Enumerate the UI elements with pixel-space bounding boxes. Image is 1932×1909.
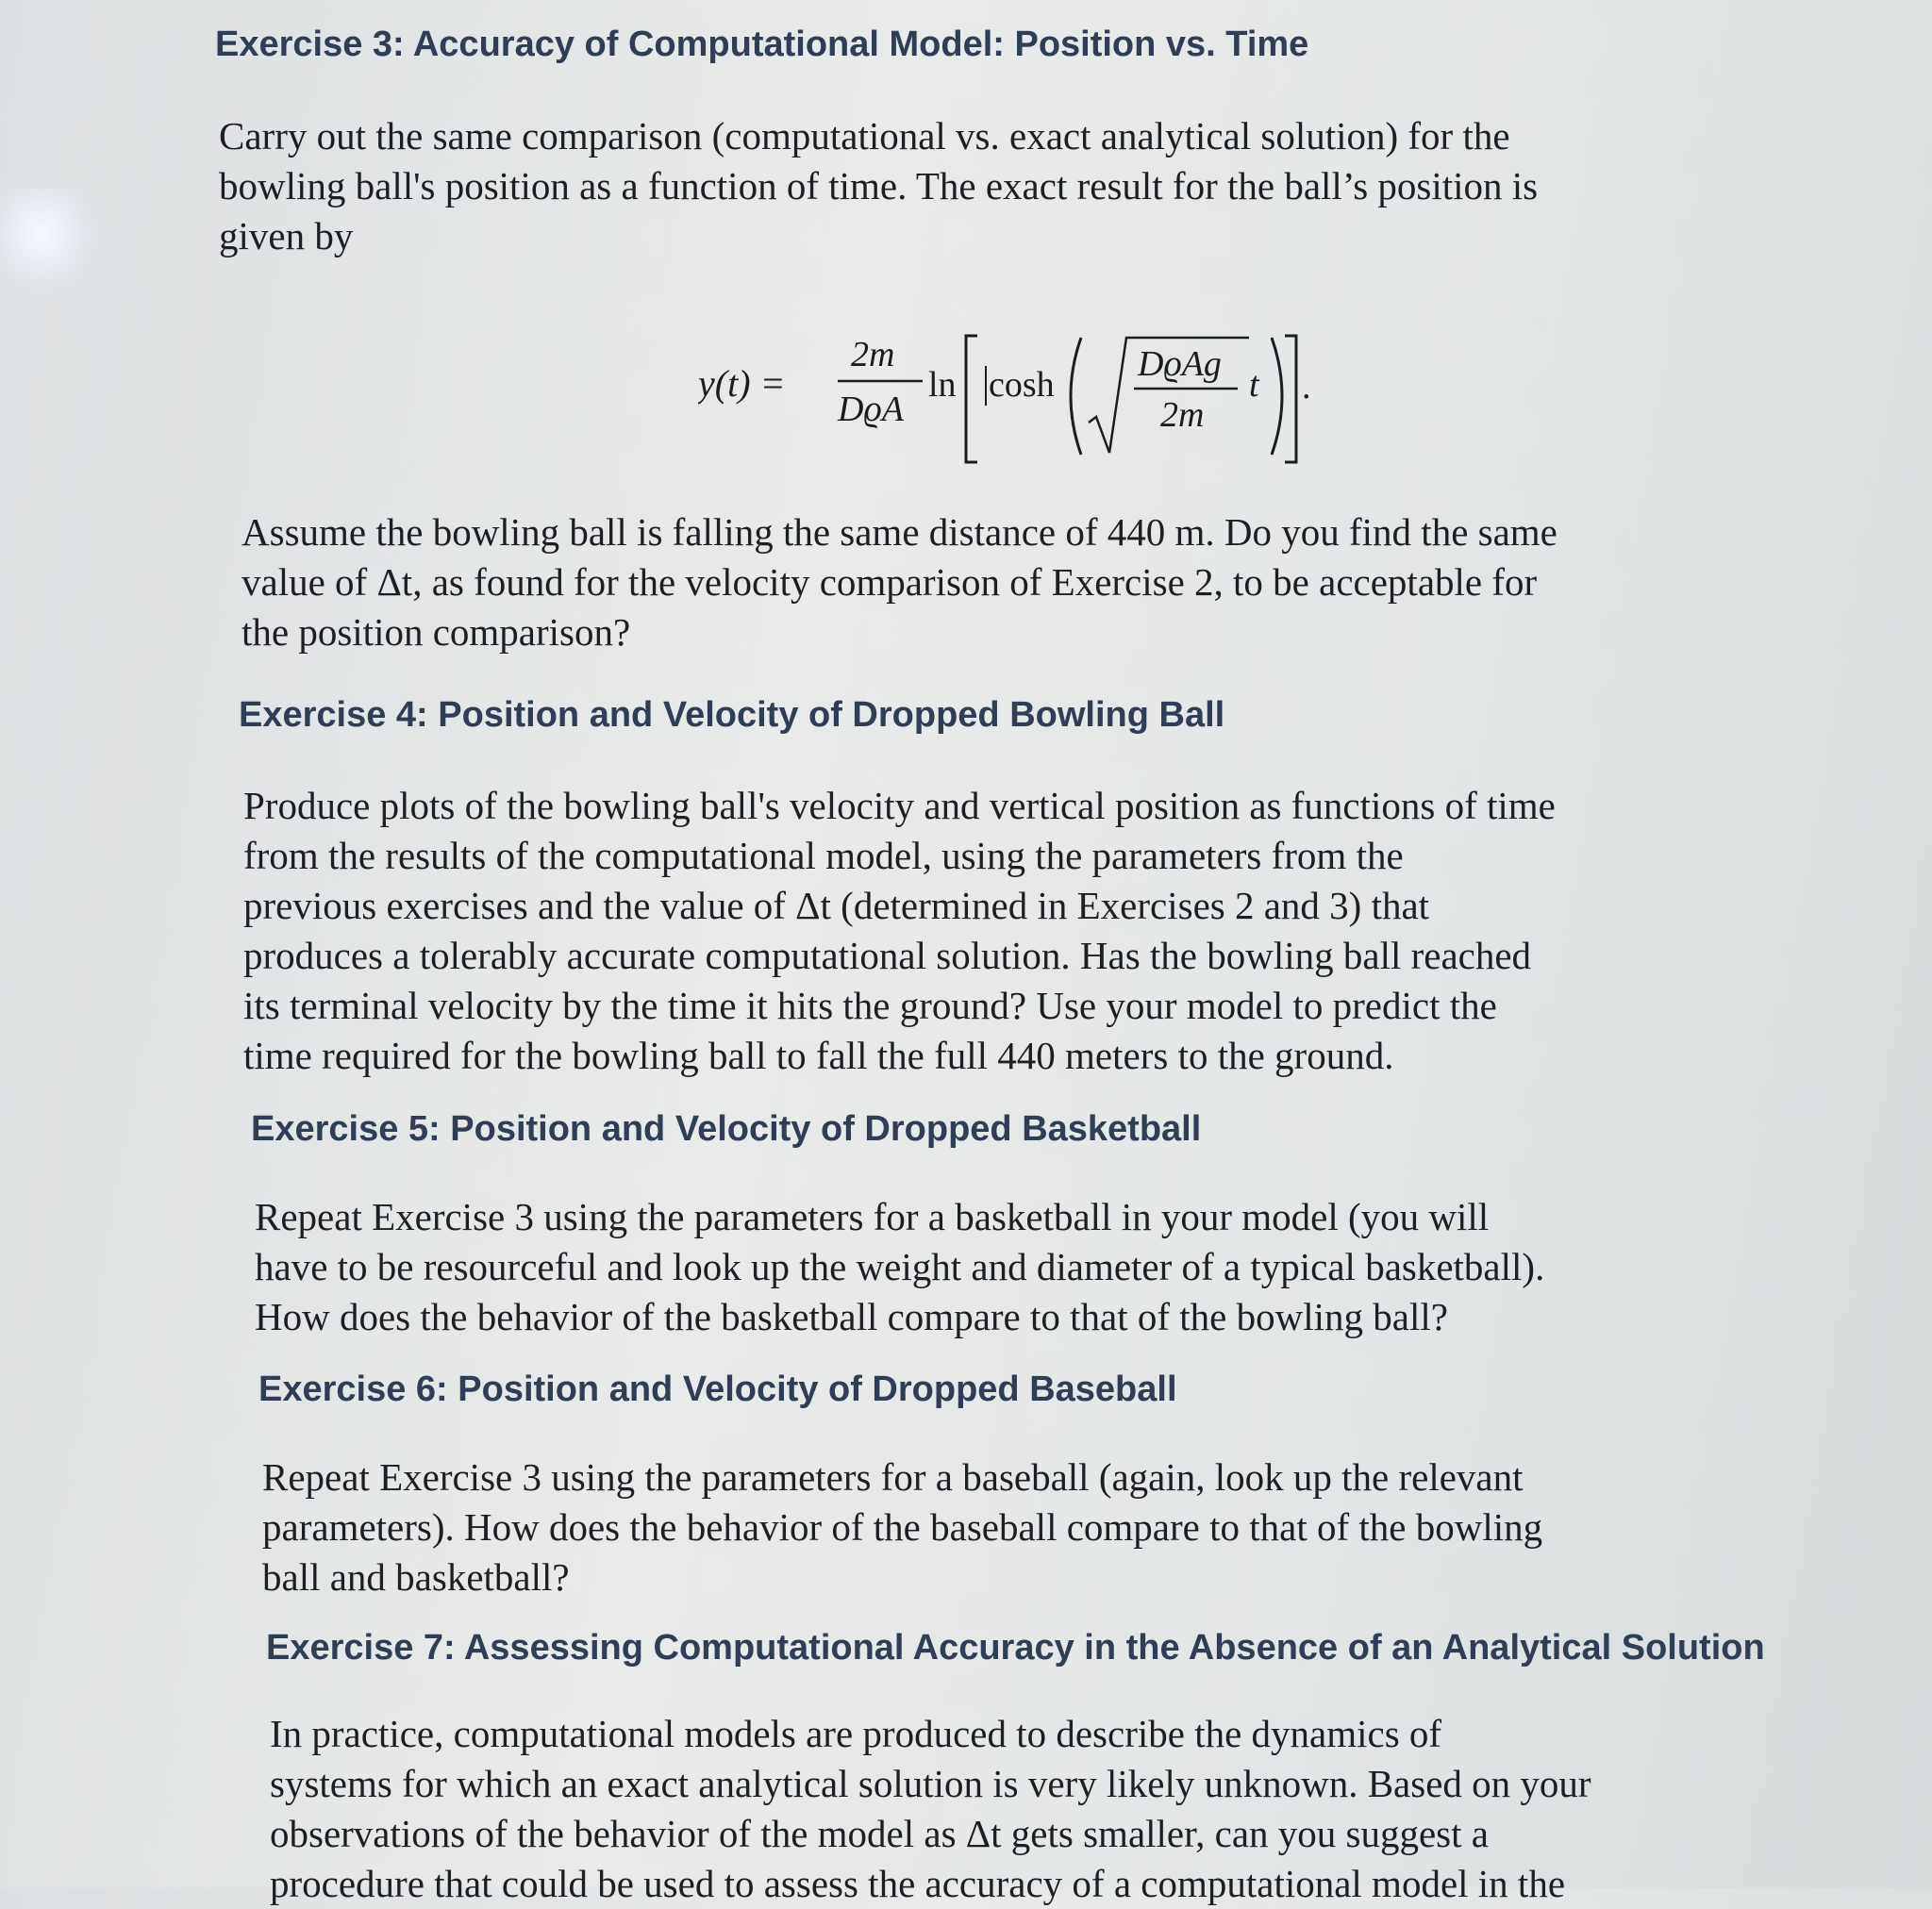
text-line: observations of the behavior of the model as Δt gets smaller, can you suggest a (270, 1812, 1489, 1855)
text-line: given by (219, 214, 354, 257)
text-line: Repeat Exercise 3 using the parameters for a basketball in your model (you will (255, 1195, 1490, 1238)
text-line: value of Δt, as found for the velocity comparison of Exercise 2, to be acceptable for (242, 560, 1538, 604)
exercise-3-intro (219, 111, 1538, 261)
exercise-4-heading: Exercise 4: Position and Velocity of Dropped Bowling Ball (239, 695, 1225, 735)
text-line: Assume the bowling ball is falling the same distance of 440 m. Do you find the same (242, 510, 1557, 554)
text-line: ball and basketball? (262, 1555, 570, 1599)
fraction-numerator: 2m (851, 335, 895, 374)
sqrt-numerator: DϱAg (1138, 344, 1222, 384)
position-equation (698, 319, 1358, 470)
time-variable: t (1249, 365, 1259, 405)
text-line: previous exercises and the value of Δt (determined in Exercises 2 and 3) that (243, 884, 1430, 927)
exercise-5-heading: Exercise 5: Position and Velocity of Dropped Basketball (251, 1109, 1202, 1149)
left-bracket (966, 336, 977, 462)
text-line: Produce plots of the bowling ball's velocity and vertical position as functions of time (243, 784, 1556, 827)
exercise-5-body (255, 1192, 1544, 1342)
cosh-operator: cosh (989, 365, 1055, 405)
equation-period: . (1302, 367, 1311, 407)
right-paren (1272, 338, 1282, 455)
exercise-7-body (270, 1709, 1591, 1909)
exercise-3-heading: Exercise 3: Accuracy of Computational Model: Position vs. Time (215, 25, 1309, 64)
left-paren (1071, 338, 1081, 455)
fraction-denominator: DϱA (838, 390, 904, 429)
text-line: time required for the bowling ball to fall the full 440 meters to the ground. (243, 1034, 1394, 1077)
text-line: have to be resourceful and look up the weight and diameter of a typical basketball). (255, 1245, 1545, 1288)
exercise-6-heading: Exercise 6: Position and Velocity of Dropped Baseball (258, 1370, 1177, 1409)
exercise-3-question (242, 507, 1557, 657)
right-bracket (1285, 336, 1296, 462)
text-line: from the results of the computational model, using the parameters from the (243, 834, 1404, 877)
text-line: How does the behavior of the basketball compare to that of the bowling ball? (255, 1295, 1448, 1338)
equation-lhs: y(t) = (698, 362, 786, 405)
text-line: its terminal velocity by the time it hits the ground? Use your model to predict the (243, 984, 1497, 1027)
text-line: In practice, computational models are produced to describe the dynamics of (270, 1712, 1442, 1755)
exercise-6-body (262, 1452, 1542, 1602)
text-line: Repeat Exercise 3 using the parameters for a baseball (again, look up the relevant (262, 1455, 1524, 1499)
exercise-7-heading: Exercise 7: Assessing Computational Accuracy in the Absence of an Analytical Solution (266, 1628, 1765, 1668)
ln-operator: ln (928, 365, 957, 405)
text-line: Carry out the same comparison (computational vs. exact analytical solution) for the (219, 114, 1510, 158)
text-line: produces a tolerably accurate computational solution. Has the bowling ball reached (243, 934, 1532, 977)
text-line: systems for which an exact analytical solution is very likely unknown. Based on your (270, 1762, 1591, 1805)
text-line: procedure that could be used to assess the accuracy of a computational model in the (270, 1862, 1566, 1905)
exercise-4-body (243, 781, 1556, 1081)
text-line: the position comparison? (242, 610, 631, 654)
text-line: bowling ball's position as a function of time. The exact result for the ball’s position is (219, 164, 1539, 208)
sqrt-denominator: 2m (1160, 395, 1205, 435)
text-line: parameters). How does the behavior of the baseball compare to that of the bowling (262, 1505, 1543, 1549)
